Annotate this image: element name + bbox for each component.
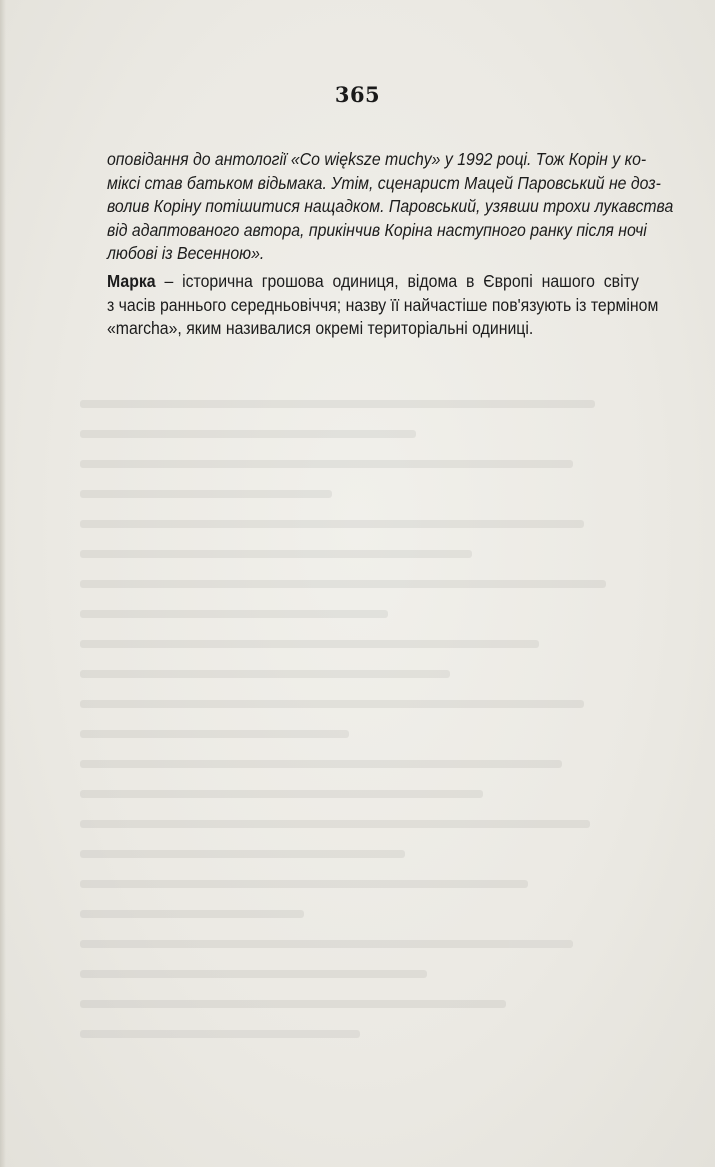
text-line: волив Коріну потішитися нащадком. Паровський, узявши трохи лукавства (107, 196, 674, 217)
text-line: «marcha», яким називалися окремі територіальні одиниці. (107, 318, 534, 339)
glossary-term: Марка (107, 270, 156, 291)
text-line: з часів раннього середньовіччя; назву її найчастіше пов'язують із терміном (107, 294, 659, 315)
page-number: 365 (334, 82, 381, 107)
page-body (107, 148, 674, 341)
page-binding-edge (0, 0, 6, 1167)
text-line: міксі став батьком відьмака. Утім, сценарист Мацей Паровський не доз- (107, 172, 661, 193)
paragraph-continuation (107, 148, 674, 266)
definition-start: – історична грошова одиниця, відома в Європі нашого світу (155, 270, 639, 291)
text-line: оповідання до антології «Co większe muchy» у 1992 році. Тож Корін у ко- (107, 149, 647, 169)
reverse-side-bleed-through (80, 400, 640, 1090)
text-line: любові із Весенною». (107, 243, 265, 264)
glossary-entry-marka (107, 270, 659, 341)
text-line: від адаптованого автора, прикінчив Коріна наступного ранку після ночі (107, 219, 647, 240)
text-line (107, 270, 639, 294)
